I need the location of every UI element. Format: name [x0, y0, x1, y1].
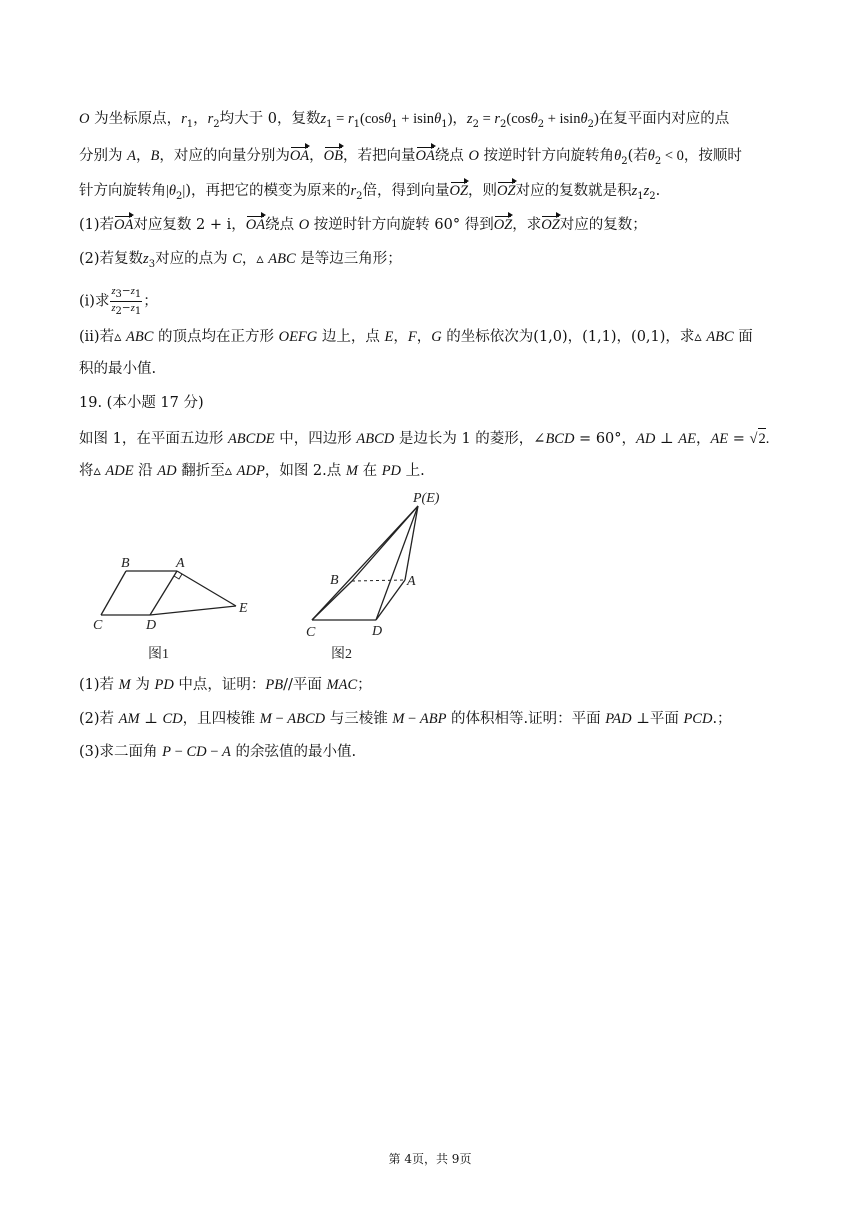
fig1-label-d: D	[146, 618, 157, 633]
fig1-edge-ad	[150, 571, 177, 615]
fig2-edge-da	[376, 580, 405, 620]
q19-figures	[80, 490, 480, 670]
fig2-label-c: C	[306, 625, 316, 640]
fig1-label-c: C	[93, 618, 103, 633]
fig2-edge-pc	[312, 506, 418, 620]
q18-part-1: (1)若OA对应复数 2 + i，OA绕点 O 按逆时针方向旋转 60° 得到OZ，求OZ对应的复数；	[79, 217, 647, 233]
fig1-label-b: B	[121, 556, 130, 571]
fig1-edge-de	[150, 606, 236, 615]
q19-stem-2: 将▵ ADE 沿 AD 翻折至▵ ADP，如图 2.点 M 在 PD 上.	[79, 463, 425, 479]
fig1-edge-ae	[177, 571, 236, 606]
q18-part-2ii: (ⅱ)若▵ ABC 的顶点均在正方形 OEFG 边上，点 E，F，G 的坐标依次为(1,0)，(1,1)，(0,1)，求▵ ABC 面	[79, 329, 753, 345]
intro-line-1: O 为坐标原点，$r_1$，$r_2$均大于 0，复数$z_1 = r_1(\cos\theta_1 + isin\theta_1)$，$z_2 = r_2(\cos\theta_2 + isin\theta_2)$在复平面内对应的点	[79, 111, 730, 130]
figure-1	[101, 571, 236, 615]
q19-header: 19. (本小题 17 分)	[79, 395, 204, 411]
fig2-edge-pd	[376, 506, 418, 620]
intro-line-3: 针方向旋转角$|\theta_2|$)，再把它的模变为原来的$r_2$倍，得到向量OZ，则OZ对应的复数就是积$z_1z_2$.	[79, 183, 661, 202]
q19-stem-1: 如图 1，在平面五边形 ABCDE 中，四边形 ABCD 是边长为 1 的菱形，∠BCD = 60°，AD ⊥ AE，AE = √2.	[79, 428, 786, 449]
fig2-caption: 图2	[331, 647, 352, 662]
fraction: $\frac{z_3-z_1}{z_2-z_1}$	[111, 285, 142, 318]
fig1-label-a: A	[176, 556, 185, 571]
fig2-label-b: B	[330, 573, 339, 588]
fig2-label-p: P(E)	[413, 491, 440, 506]
q19-part-1: (1)若 M 为 PD 中点，证明：PB//平面 MAC；	[79, 677, 372, 693]
fig2-edge-ba-hidden	[352, 580, 405, 581]
q18-part-2: (2)若复数$z_3$对应的点为 C，▵ ABC 是等边三角形；	[79, 251, 402, 270]
q19-part-2: (2)若 AM ⊥ CD，且四棱锥 M − ABCD 与三棱锥 M − ABP 的体积相等.证明：平面 PAD ⊥平面 PCD.；	[79, 711, 732, 727]
fig2-label-a: A	[407, 574, 416, 589]
fig2-label-d: D	[372, 624, 383, 639]
fig1-caption: 图1	[148, 647, 169, 662]
page-footer: 第 4页，共 9页	[388, 1152, 472, 1166]
q19-part-3: (3)求二面角 P − CD − A 的余弦值的最小值.	[79, 744, 357, 760]
fig1-label-e: E	[239, 601, 248, 616]
intro-line-2: 分别为 A，B，对应的向量分别为OA，OB，若把向量OA绕点 O 按逆时针方向旋转角$\theta_2$(若$\theta_2 < 0$，按顺时	[79, 148, 742, 167]
q18-part-2ii-cont: 积的最小值.	[79, 361, 157, 377]
q18-part-2i: (ⅰ)求 $\frac{z_3-z_1}{z_2-z_1}$ ；	[79, 285, 158, 318]
figure-2	[312, 506, 418, 620]
fig1-edge-bc	[101, 571, 126, 615]
